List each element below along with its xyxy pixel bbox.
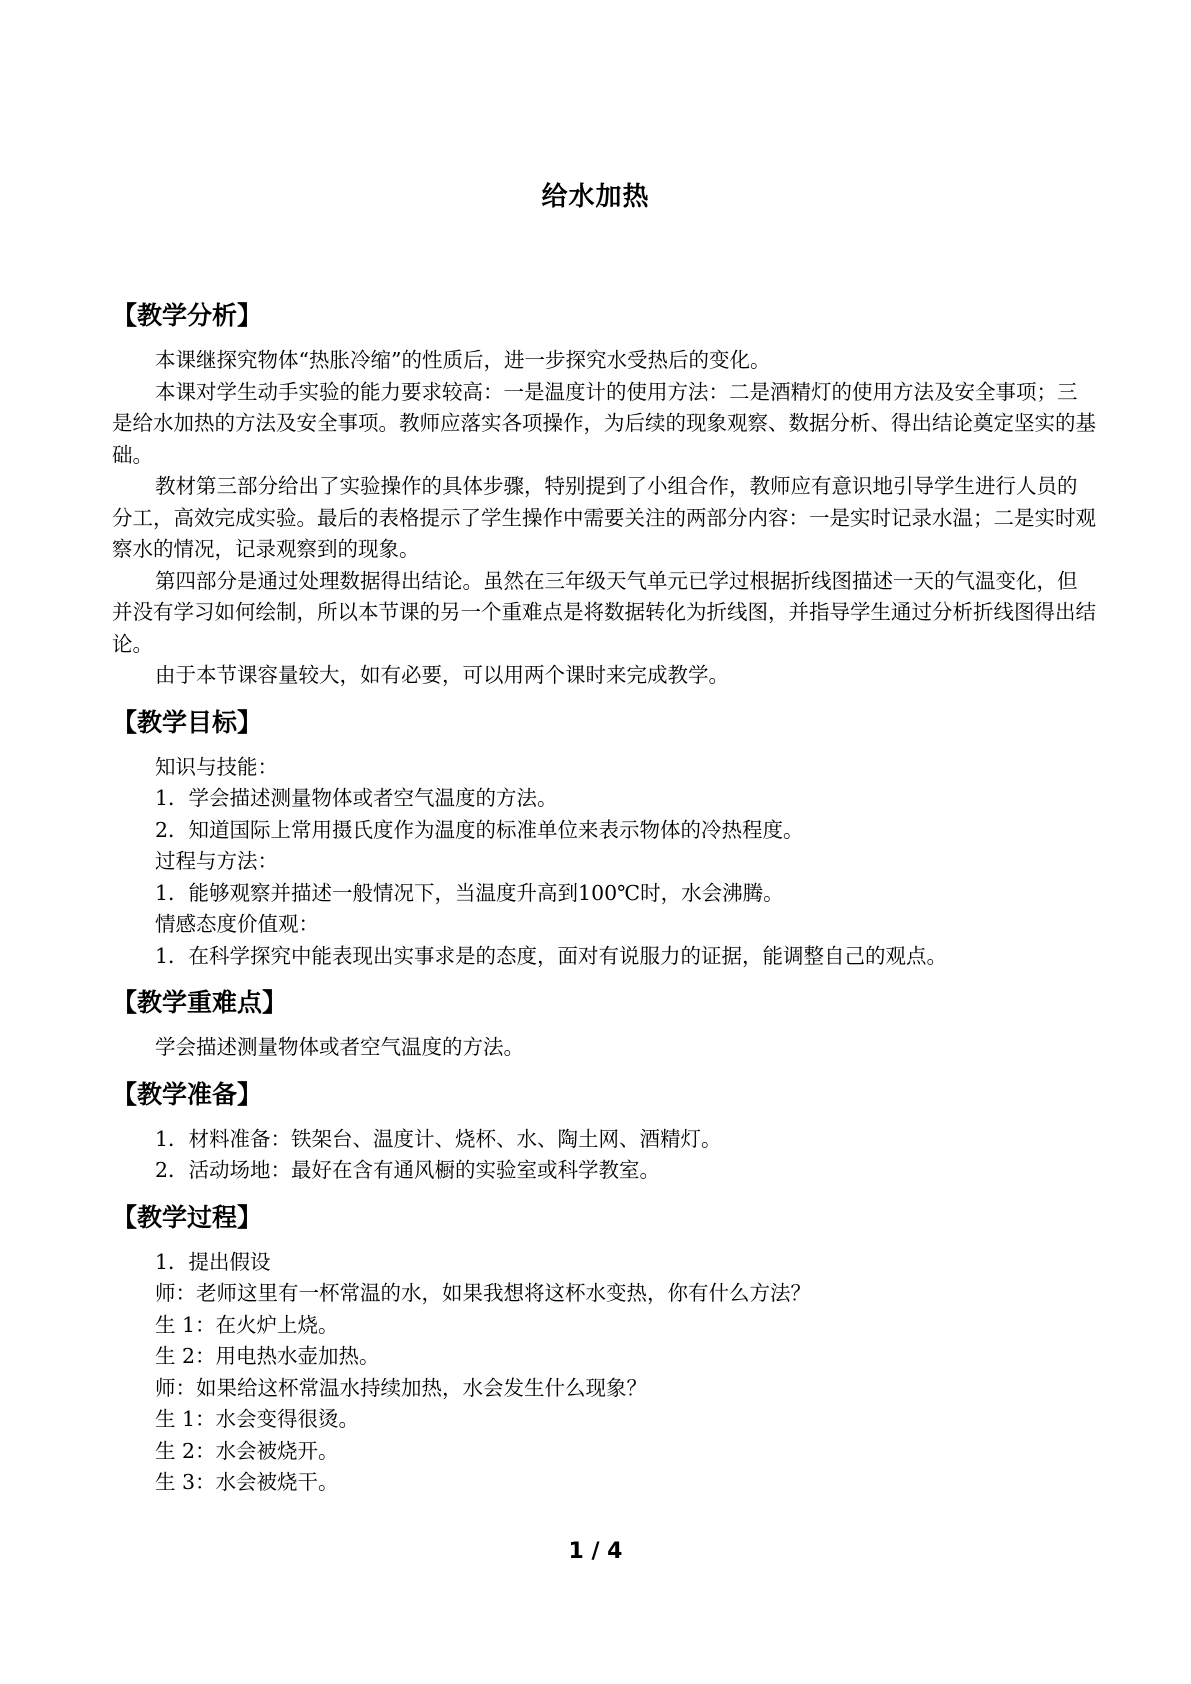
list-item: 2．活动场地：最好在含有通风橱的实验室或科学教室。 — [155, 1158, 661, 1182]
paragraph: 由于本节课容量较大，如有必要，可以用两个课时来完成教学。 — [155, 663, 729, 687]
dialogue-line: 师：老师这里有一杯常温的水，如果我想将这杯水变热，你有什么方法？ — [155, 1281, 811, 1305]
section-heading: 【教学目标】 — [112, 707, 263, 737]
dialogue-line: 生 1：水会变得很烫。 — [155, 1407, 360, 1431]
section-heading: 【教学准备】 — [112, 1079, 263, 1109]
objective-item: 2．知道国际上常用摄氏度作为温度的标准单位来表示物体的冷热程度。 — [155, 817, 804, 842]
paragraph: 教材第三部分给出了实验操作的具体步骤，特别提到了小组合作，教师应有意识地引导学生进行人员的分工，高效完成实验。最后的表格提示了学生操作中需要关注的两部分内容：一是实时记录水温；二是实时观察水的情况，记录观察到的现象。 — [112, 474, 1096, 561]
dialogue-line: 生 2：用电热水壶加热。 — [155, 1344, 380, 1368]
objective-item: 1．在科学探究中能表现出实事求是的态度，面对有说服力的证据，能调整自己的观点。 — [155, 943, 948, 968]
section-body — [112, 1032, 1097, 1064]
section-heading: 【教学分析】 — [112, 301, 263, 330]
section-body — [112, 752, 1097, 973]
paragraph: 本课继探究物体“热胀冷缩”的性质后，进一步探究水受热后的变化。 — [155, 348, 771, 372]
section-heading: 【教学重难点】 — [112, 988, 288, 1017]
section-teaching-analysis — [112, 299, 1097, 692]
document-content — [112, 299, 1097, 1513]
paragraph: 本课对学生动手实验的能力要求较高：一是温度计的使用方法：二是酒精灯的使用方法及安全事项；三是给水加热的方法及安全事项。教师应落实各项操作，为后续的现象观察、数据分析、得出结论奠定坚实的基础。 — [112, 379, 1096, 467]
process-step: 1．提出假设 — [155, 1249, 271, 1274]
section-teaching-preparation — [112, 1078, 1097, 1187]
section-teaching-objectives — [112, 706, 1097, 973]
dialogue-line: 生 1：在火炉上烧。 — [155, 1312, 339, 1337]
objective-category: 知识与技能： — [155, 754, 278, 779]
objective-item: 1．学会描述测量物体或者空气温度的方法。 — [155, 786, 558, 810]
dialogue-line: 生 2：水会被烧开。 — [155, 1438, 339, 1463]
section-body — [112, 1124, 1097, 1187]
objective-item: 1．能够观察并描述一般情况下，当温度升高到100℃时，水会沸腾。 — [155, 880, 784, 905]
objective-category: 过程与方法： — [155, 849, 278, 873]
list-item: 1．材料准备：铁架台、温度计、烧杯、水、陶土网、酒精灯。 — [155, 1126, 722, 1151]
dialogue-line: 师：如果给这杯常温水持续加热，水会发生什么现象？ — [155, 1375, 647, 1400]
section-key-difficulties — [112, 986, 1097, 1064]
section-body — [112, 1247, 1097, 1499]
objective-category: 情感态度价值观： — [155, 912, 319, 936]
section-teaching-process — [112, 1201, 1097, 1499]
section-body — [112, 345, 1097, 692]
document-title: 给水加热 — [541, 182, 650, 212]
paragraph: 第四部分是通过处理数据得出结论。虽然在三年级天气单元已学过根据折线图描述一天的气温变化，但并没有学习如何绘制，所以本节课的另一个重难点是将数据转化为折线图，并指导学生通过分析折线图得出结论。 — [112, 568, 1096, 656]
dialogue-line: 生 3：水会被烧干。 — [155, 1470, 339, 1494]
list-item: 学会描述测量物体或者空气温度的方法。 — [155, 1035, 524, 1059]
section-heading: 【教学过程】 — [112, 1202, 263, 1232]
page-number: 1 / 4 — [568, 1539, 623, 1564]
